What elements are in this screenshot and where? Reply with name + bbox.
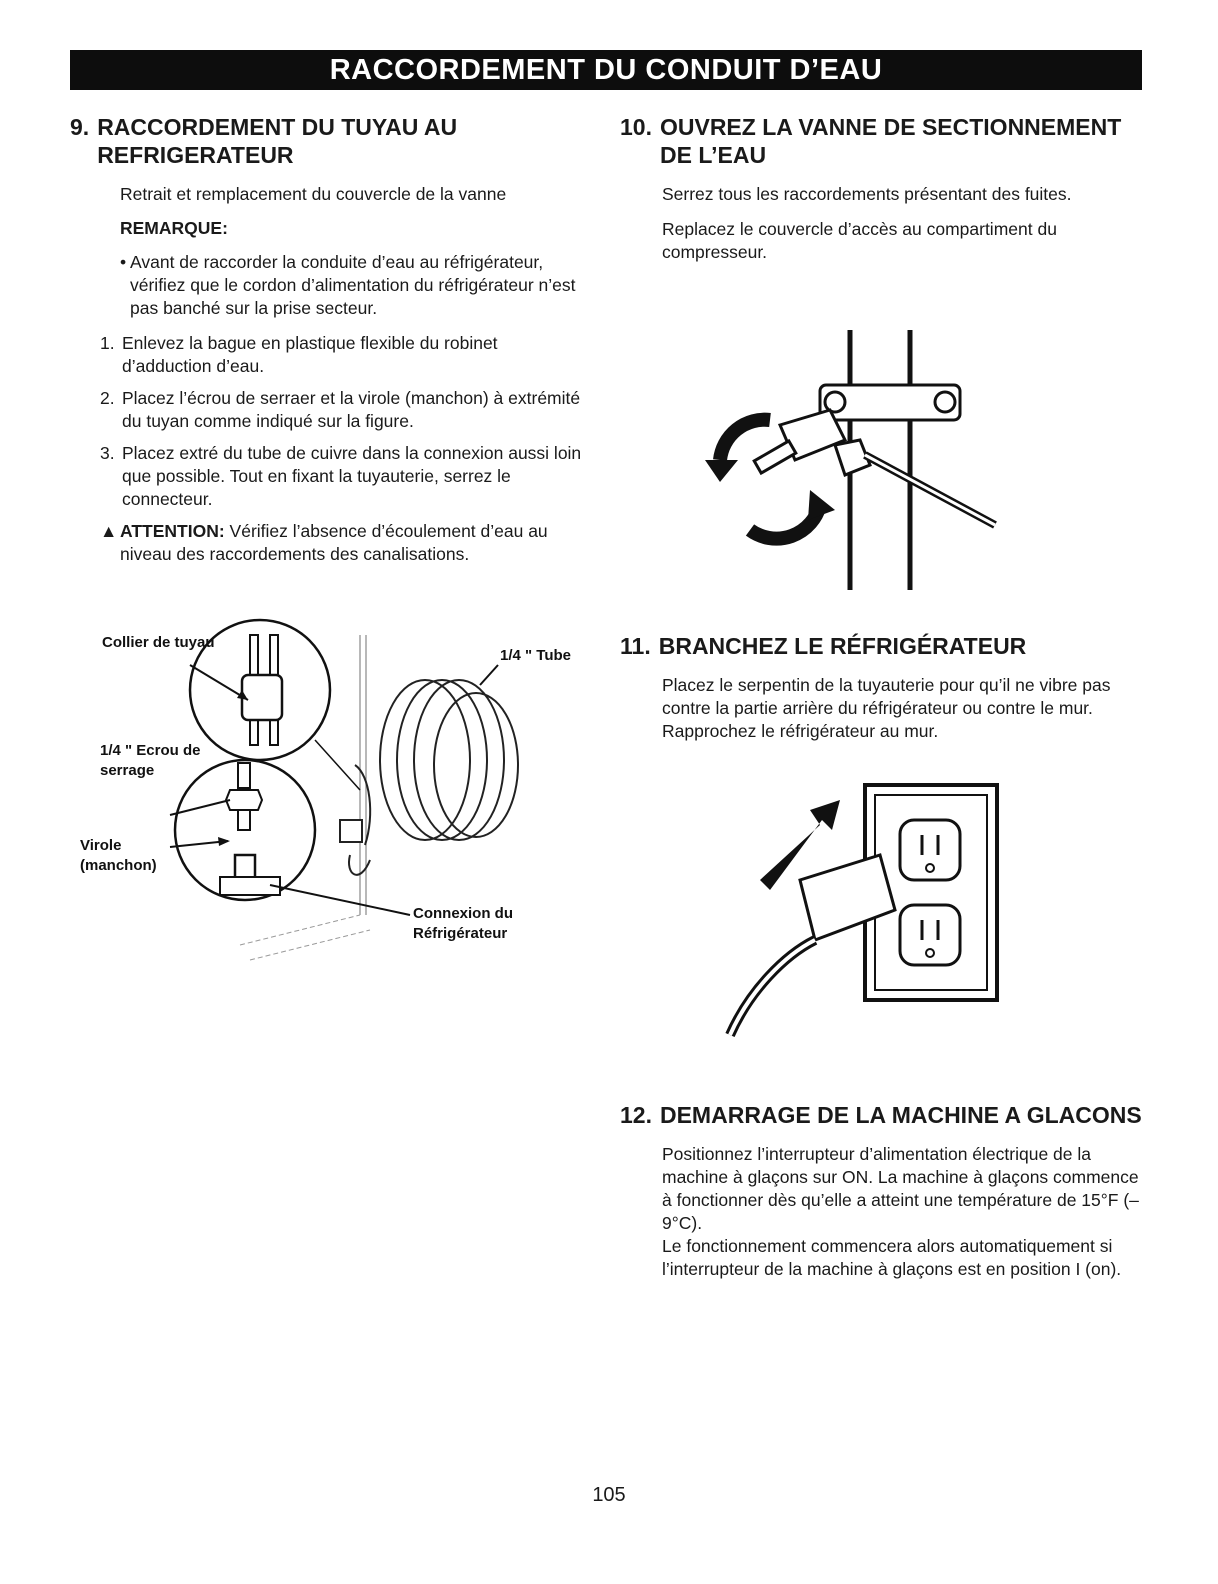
copper-tube-highlight (865, 455, 995, 525)
section-10 (620, 113, 1150, 276)
section-12-p1: Positionnez l’interrupteur d’alimentation électrique de la machine à glaçons sur ON. La machine à glaçons commence à fonctionner dès qu’elle a atteint une température de 15°F (–9°C). (662, 1144, 1139, 1233)
pointer-line (480, 665, 498, 685)
tube-connection-figure (70, 615, 590, 975)
label-tube: 1/4 " Tube (500, 647, 572, 664)
section-9 (70, 113, 590, 566)
attention-note (70, 520, 590, 566)
section-9-heading (70, 113, 590, 169)
valve-body (340, 820, 362, 842)
warning-icon: ▲ (100, 521, 118, 541)
section-9-intro: Retrait et remplacement du couvercle de la vanne (120, 184, 507, 204)
floor-line (250, 930, 370, 960)
step-text: Placez extré du tube de cuivre dans la connexion aussi loin que possible. Tout en fixant la tuyauterie, serrez le connecteur. (122, 443, 582, 509)
note-label: REMARQUE: (120, 218, 228, 238)
saddle-clamp (820, 385, 960, 420)
section-title: RACCORDEMENT DU TUYAU AU REFRIGERATEUR (97, 114, 458, 168)
label-virole-1: Virole (80, 837, 122, 854)
label-virole-2: (manchon) (80, 857, 157, 874)
section-number: 10. (620, 114, 652, 140)
tube-coil (349, 680, 518, 875)
bullet-dot: • (120, 252, 127, 272)
list-item (70, 387, 590, 433)
detail-circle-fitting (170, 760, 315, 900)
outlet-figure (690, 780, 1010, 1040)
label-connexion-1: Connexion du (413, 905, 513, 922)
section-11-p1: Placez le serpentin de la tuyauterie pour qu’il ne vibre pas contre la partie arrière du réfrigérateur ou contre le mur. Rapprochez le réfrigérateur au mur. (662, 675, 1111, 741)
section-title: OUVREZ LA VANNE DE SECTIONNEMENT DE L’EAU (659, 114, 1122, 168)
floor-line (240, 915, 360, 945)
step-number: 2. (100, 388, 115, 408)
section-10-heading (620, 113, 1150, 169)
label-ecrou-1: 1/4 " Ecrou de (100, 742, 201, 759)
section-11 (620, 632, 1150, 755)
section-number: 9. (70, 114, 90, 140)
section-10-p2: Replacez le couvercle d’accès au compartiment du compresseur. (662, 219, 1057, 262)
rotate-arrow-ccw-icon (720, 420, 770, 460)
label-ecrou-2: serrage (100, 762, 155, 779)
pointer-line (270, 885, 410, 915)
label-collier: Collier de tuyau (102, 634, 215, 651)
section-11-heading (620, 632, 1150, 660)
section-number: 12. (620, 1102, 652, 1128)
section-12-p2: Le fonctionnement commencera alors automatiquement si l’interrupteur de la machine à glaçons est en position I (on). (662, 1236, 1122, 1279)
section-12-heading (620, 1101, 1150, 1129)
page-number: 105 (592, 1484, 626, 1506)
valve-figure (700, 330, 1010, 590)
section-number: 11. (620, 633, 651, 659)
attention-label: ATTENTION: (120, 521, 225, 541)
step-number: 1. (100, 333, 115, 353)
list-item (70, 332, 590, 378)
attention-body (120, 520, 590, 566)
step-text: Placez l’écrou de serraer et la virole (manchon) à extrémité du tuyan comme indiqué sur la figure. (122, 388, 581, 431)
bullet-text: Avant de raccorder la conduite d’eau au réfrigérateur, vérifiez que le cordon d’alimentation du réfrigérateur n’est pas banché sur la prise secteur. (130, 252, 576, 318)
page-banner: RACCORDEMENT DU CONDUIT D’EAU (70, 50, 1142, 90)
step-number: 3. (100, 443, 115, 463)
section-title: DEMARRAGE DE LA MACHINE A GLACONS (659, 1102, 1142, 1128)
label-connexion-2: Réfrigérateur (413, 925, 508, 942)
arrow-head-icon (705, 460, 738, 482)
attention-text: Vérifiez l’absence d’écoulement d’eau au niveau des raccordements des canalisations. (120, 521, 548, 564)
step-list (70, 332, 590, 511)
section-title: BRANCHEZ LE RÉFRIGÉRATEUR (658, 633, 1027, 659)
list-item (70, 442, 590, 511)
section-12 (620, 1101, 1150, 1293)
pointer-line (315, 740, 360, 790)
step-text: Enlevez la bague en plastique flexible du robinet d’adduction d’eau. (122, 333, 498, 376)
note-bullet (70, 251, 590, 320)
section-10-p1: Serrez tous les raccordements présentant des fuites. (662, 184, 1072, 204)
